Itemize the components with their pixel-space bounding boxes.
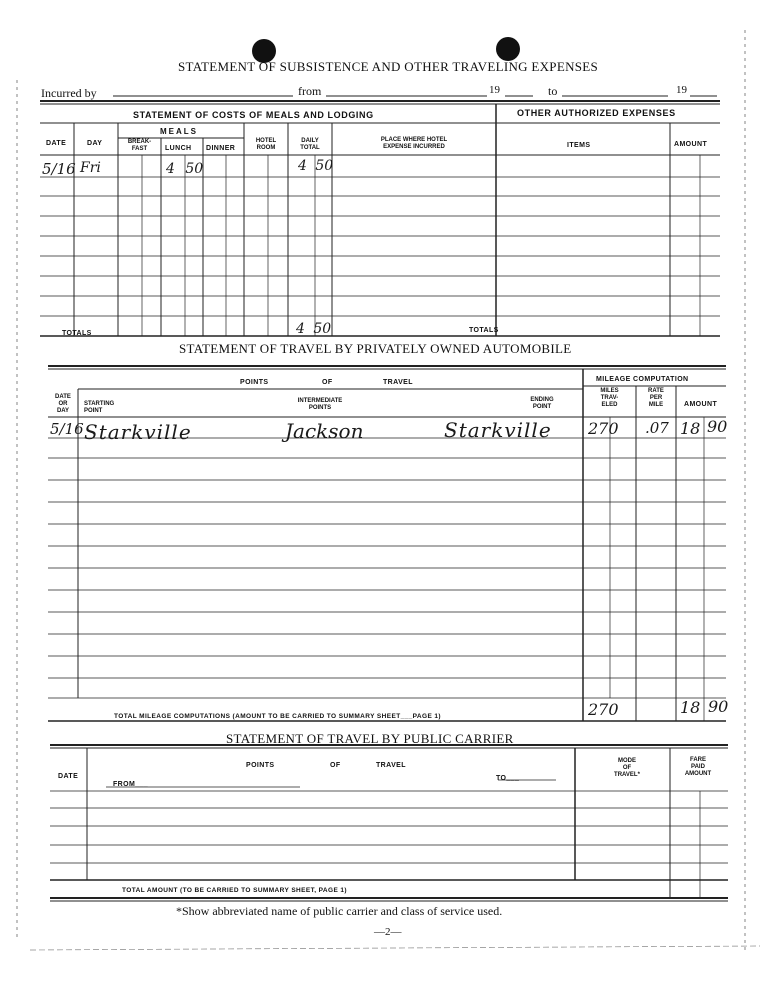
carrier-header-date: DATE [58,773,79,780]
form-title: STATEMENT OF SUBSISTENCE AND OTHER TRAVELING EXPENSES [178,59,599,74]
footnote: *Show abbreviated name of public carrier and class of service used. [176,904,503,918]
meals-header-date: DATE [46,140,67,147]
other-totals-label: TOTALS [469,327,499,334]
meals-row-daily-total: 4 50 [298,158,334,174]
auto-total-cents: 90 [708,697,729,716]
page-number: —2— [374,926,402,938]
meals-section-title: STATEMENT OF COSTS OF MEALS AND LODGING [133,110,374,120]
carrier-header-mode: MODE OF TRAVEL* [614,758,640,778]
meals-header-daily-total: DAILY TOTAL [300,138,320,151]
auto-section-title: STATEMENT OF TRAVEL BY PRIVATELY OWNED AUTOMOBILE [179,341,572,356]
meals-header-hotel-room: HOTEL ROOM [255,138,277,151]
carrier-header-to: TO___ [496,775,520,782]
meals-header-amount: AMOUNT [674,141,708,148]
carrier-header-fare: FARE PAID AMOUNT [684,757,712,777]
from-date-field[interactable] [326,82,486,96]
meals-header-lunch: LUNCH [165,145,192,152]
auto-header-miles: MILES TRAV- ELED [600,388,619,408]
auto-row-amount-cents: 90 [707,417,728,436]
auto-row-date: 5/16 [50,420,84,438]
meals-row-lunch: 4 50 [166,161,204,177]
meals-header-dinner: DINNER [206,145,236,152]
meals-row-day: Fri [80,160,101,176]
auto-header-starting: STARTING POINT [84,401,115,414]
incurred-by-label: Incurred by [41,86,97,100]
meals-header-place: PLACE WHERE HOTEL EXPENSE INCURRED [380,137,448,150]
year-prefix-to: 19 [676,84,687,96]
to-date-field[interactable] [562,82,668,96]
auto-row-intermediate: Jackson [285,419,364,443]
carrier-header-points: POINTS [246,762,275,769]
auto-header-intermediate: INTERMEDIATE POINTS [297,398,343,411]
carrier-section-title: STATEMENT OF TRAVEL BY PUBLIC CARRIER [226,731,514,746]
meals-totals-label: TOTALS [62,330,92,337]
auto-header-ending: ENDING POINT [530,397,554,410]
auto-header-mileage: MILEAGE COMPUTATION [596,376,689,383]
auto-row-amount-dollars: 18 [680,419,701,438]
meals-row-date: 5/16 [42,160,76,178]
auto-row-end: Starkville [444,418,552,442]
carrier-header-travel: TRAVEL [376,762,406,769]
year-prefix-from: 19 [489,84,500,96]
incurred-by-field[interactable] [113,82,293,96]
auto-header-points: POINTS [240,379,269,386]
carrier-header-of: OF [330,762,341,769]
auto-header-of: OF [322,379,333,386]
to-label: to [548,84,558,98]
other-expenses-title: OTHER AUTHORIZED EXPENSES [517,108,676,118]
meals-total-value: 4 50 [296,321,332,337]
punch-hole-right [496,37,520,61]
auto-total-miles: 270 [588,700,619,719]
auto-header-travel: TRAVEL [383,379,413,386]
meals-header-breakfast: BREAK- FAST [127,139,152,152]
meals-header-items: ITEMS [567,142,591,149]
carrier-header-from: FROM___ [113,781,149,788]
meals-header-day: DAY [87,140,103,147]
meals-header-meals: MEALS [160,127,198,136]
auto-row-start: Starkville [84,420,192,444]
auto-header-date: DATE OR DAY [55,394,71,414]
auto-header-rate: RATE PER MILE [648,388,664,408]
auto-total-dollars: 18 [680,698,701,717]
carrier-total-label: TOTAL AMOUNT (TO BE CARRIED TO SUMMARY SHEET, PAGE 1) [122,887,348,894]
auto-total-label: TOTAL MILEAGE COMPUTATIONS (AMOUNT TO BE CARRIED TO SUMMARY SHEET___PAGE 1) [114,713,441,720]
auto-header-amount: AMOUNT [684,401,718,408]
from-label: from [298,84,322,98]
auto-row-miles: 270 [588,419,619,438]
auto-row-rate: .07 [645,419,669,437]
